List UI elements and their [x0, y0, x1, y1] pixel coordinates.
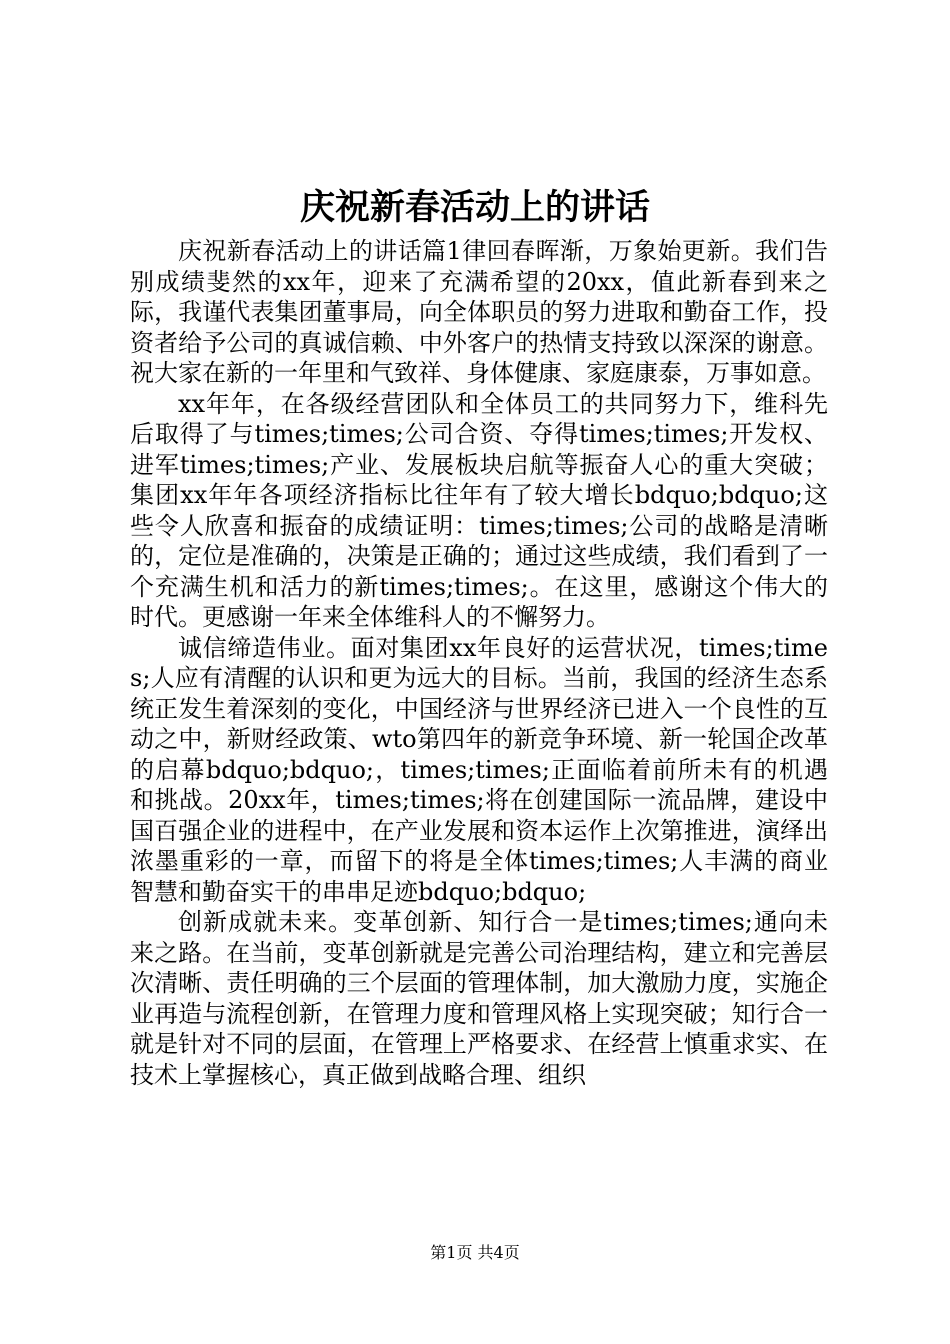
paragraph-1: 庆祝新春活动上的讲话篇1律回春晖渐，万象始更新。我们告别成绩斐然的xx年，迎来了充满希望的20xx，值此新春到来之际，我谨代表集团董事局，向全体职员的努力进取和勤奋工作，投资者给予公司的真诚信赖、中外客户的热情支持致以深深的谢意。祝大家在新的一年里和气致祥、身体健康、家庭康泰，万事如意。 [130, 237, 828, 387]
paragraph-3: 诚信缔造伟业。面对集团xx年良好的运营状况，times;times;人应有清醒的认识和更为远大的目标。当前，我国的经济生态系统正发生着深刻的变化，中国经济与世界经济已进入一个良性的互动之中，新财经政策、wto第四年的新竞争环境、新一轮国企改革的启幕bdquo;bdquo;，times;times;正面临着前所未有的机遇和挑战。20xx年，times;times;将在创建国际一流品牌，建设中国百强企业的进程中，在产业发展和资本运作上次第推进，演绎出浓墨重彩的一章，而留下的将是全体times;times;人丰满的商业智慧和勤奋实干的串串足迹bdquo;bdquo; [130, 633, 828, 906]
page-number-footer: 第1页 共4页 [430, 1243, 520, 1262]
page-title: 庆祝新春活动上的讲话 [299, 187, 650, 228]
paragraph-2: xx年年，在各级经营团队和全体员工的共同努力下，维科先后取得了与times;times;公司合资、夺得times;times;开发权、进军times;times;产业、发展板块启航等振奋人心的重大突破；集团xx年年各项经济指标比往年有了较大增长bdquo;bdquo;这些令人欣喜和振奋的成绩证明：times;times;公司的战略是清晰的，定位是准确的，决策是正确的；通过这些成绩，我们看到了一个充满生机和活力的新times;times;。在这里，感谢这个伟大的时代。更感谢一年来全体维科人的不懈努力。 [130, 389, 828, 631]
paragraph-4: 创新成就未来。变革创新、知行合一是times;times;通向未来之路。在当前，变革创新就是完善公司治理结构，建立和完善层次清晰、责任明确的三个层面的管理体制，加大激励力度，实施企业再造与流程创新，在管理力度和管理风格上实现突破；知行合一就是针对不同的层面，在管理上严格要求、在经营上慎重求实、在技术上掌握核心，真正做到战略合理、组织 [130, 908, 828, 1089]
document-body [130, 236, 828, 1090]
